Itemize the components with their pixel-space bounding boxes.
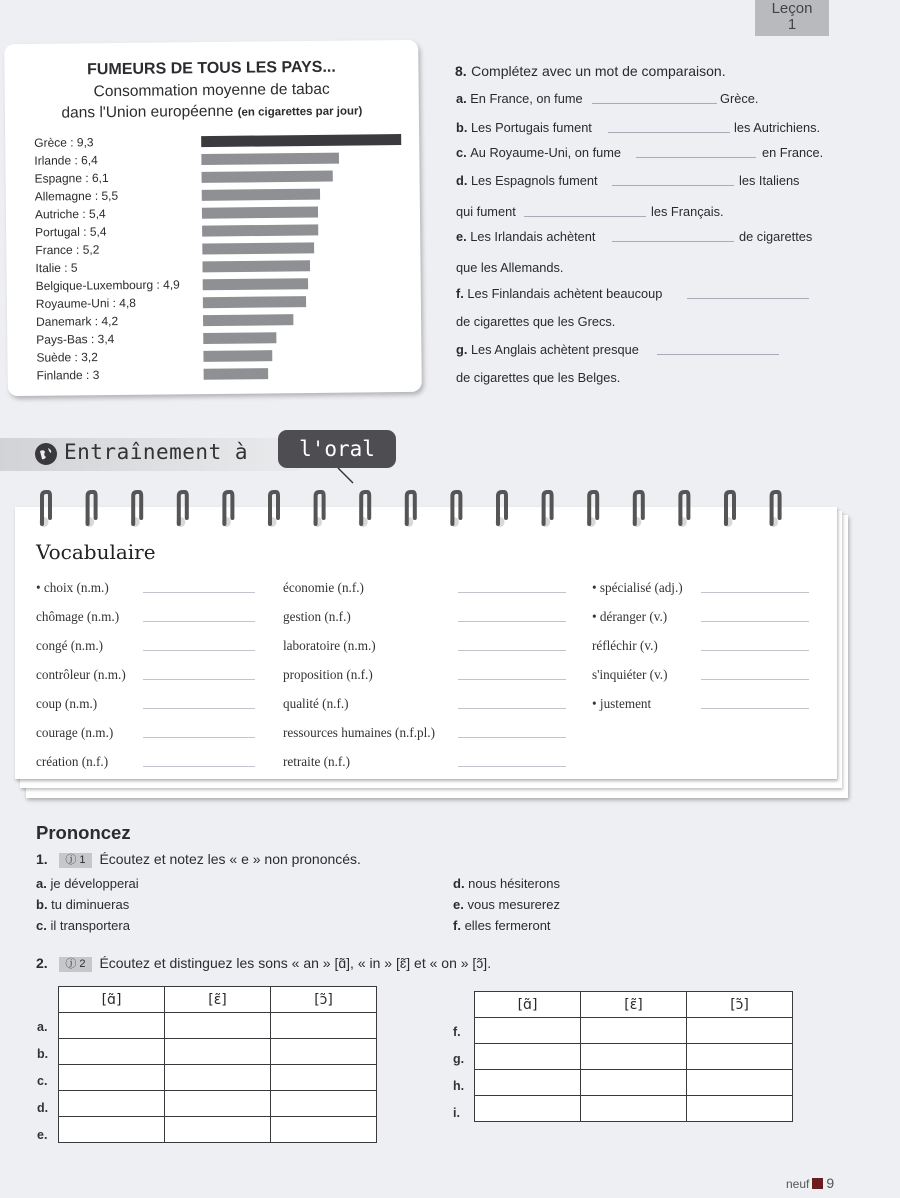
row-label: b.: [37, 1047, 49, 1061]
exercise-8-item: [456, 173, 598, 188]
exercise-8-item: [456, 204, 516, 219]
item-text: de cigarettes que les Grecs.: [456, 314, 616, 329]
ring: [678, 492, 689, 527]
table-row: [59, 1065, 377, 1091]
item-letter: c.: [36, 918, 51, 933]
ring: [450, 492, 461, 527]
audio-track-2[interactable]: ⓙ 2: [59, 957, 91, 972]
ring: [359, 492, 370, 527]
bar: [203, 278, 309, 290]
exercise-8-item: [456, 91, 583, 106]
answer-blank[interactable]: [636, 157, 756, 158]
ring: [724, 492, 735, 527]
bar-label: Autriche : 5,4: [34, 206, 106, 222]
vocab-word: proposition (n.f.): [283, 667, 373, 682]
answer-blank[interactable]: [524, 216, 646, 217]
bar: [202, 171, 333, 183]
bar: [201, 153, 339, 165]
exercise-8-heading: [455, 63, 726, 81]
speech-pointer: [336, 467, 356, 485]
answer-blank[interactable]: [608, 132, 730, 133]
item-text-after: de cigarettes: [739, 229, 813, 244]
vocab-word: • déranger (v.): [592, 609, 668, 624]
answer-cell[interactable]: [581, 1044, 687, 1070]
question-2-number: 2.: [36, 955, 48, 971]
exercise-8-item: [456, 120, 592, 135]
ring: [587, 492, 598, 527]
table-row: [59, 1013, 377, 1039]
chart-unit-note: (en cigarettes par jour): [237, 105, 363, 119]
vocab-word: retraite (n.f.): [283, 754, 350, 769]
bar: [202, 242, 314, 254]
item-letter: a.: [36, 876, 51, 891]
vocab-answer-line[interactable]: [143, 621, 255, 622]
sound-table: [474, 991, 793, 1122]
table-row: [475, 1070, 793, 1096]
bar-label: Espagne : 6,1: [34, 170, 109, 186]
vocab-word: réfléchir (v.): [592, 638, 658, 653]
vocab-word: laboratoire (n.m.): [283, 638, 376, 653]
item-text: En France, on fume: [470, 91, 583, 106]
row-label: h.: [453, 1079, 465, 1093]
exercise-8-item: [456, 145, 621, 160]
exercise-8-item: [456, 286, 662, 301]
row-label: f.: [453, 1025, 461, 1039]
globe-icon: [35, 443, 57, 465]
ring: [769, 492, 780, 527]
lesson-number: 1: [787, 16, 797, 33]
item-letter: b.: [456, 120, 471, 135]
item-letter: e.: [456, 229, 471, 244]
answer-cell[interactable]: [59, 1013, 165, 1039]
question-2: [36, 955, 491, 972]
vocab-answer-line[interactable]: [458, 650, 566, 651]
page-word: neuf: [786, 1177, 810, 1191]
answer-cell[interactable]: [581, 1096, 687, 1122]
item-text: tu diminueras: [51, 897, 130, 912]
vocab-word: courage (n.m.): [36, 725, 114, 740]
page-footer: [786, 1175, 834, 1191]
row-label: e.: [37, 1128, 48, 1142]
page-number: 9: [826, 1175, 835, 1191]
item-text: Au Royaume-Uni, on fume: [470, 145, 622, 160]
vocab-word: économie (n.f.): [283, 580, 364, 595]
vocab-word: création (n.f.): [36, 754, 109, 769]
vocab-answer-line[interactable]: [143, 679, 255, 680]
answer-cell[interactable]: [271, 1013, 377, 1039]
answer-cell[interactable]: [475, 1096, 581, 1122]
bar: [204, 368, 269, 380]
vocab-word: gestion (n.f.): [283, 609, 351, 624]
chart-subtitle-1: Consommation moyenne de tabac: [93, 80, 330, 101]
item-letter: f.: [456, 286, 468, 301]
pronunciation-title: Prononcez: [36, 822, 131, 843]
bar: [202, 189, 320, 201]
table-row: [475, 1096, 793, 1122]
table-row: [59, 1039, 377, 1065]
bar-label: Royaume-Uni : 4,8: [35, 295, 137, 311]
answer-cell[interactable]: [165, 1117, 271, 1143]
item-letter: g.: [456, 342, 471, 357]
bar: [203, 314, 293, 326]
answer-cell[interactable]: [475, 1044, 581, 1070]
ring: [313, 492, 324, 527]
answer-cell[interactable]: [59, 1065, 165, 1091]
item-letter: c.: [456, 145, 471, 160]
bar: [202, 206, 318, 218]
answer-cell[interactable]: [165, 1091, 271, 1117]
table-row: [475, 1044, 793, 1070]
ring: [85, 492, 96, 527]
item-text: il transportera: [50, 918, 130, 933]
smoking-chart-card: [4, 40, 422, 396]
vocab-answer-line[interactable]: [458, 708, 566, 709]
sound-table: [58, 986, 377, 1143]
bar-label: Irlande : 6,4: [34, 153, 98, 168]
vocab-answer-line[interactable]: [143, 708, 255, 709]
pronunciation-item: [36, 918, 130, 933]
item-letter: b.: [36, 897, 52, 912]
answer-cell[interactable]: [687, 1018, 793, 1044]
table-header: [ɛ̃]: [165, 987, 271, 1013]
vocab-answer-line[interactable]: [701, 679, 809, 680]
bar-label: Italie : 5: [35, 260, 78, 276]
item-text-after: les Italiens: [739, 173, 800, 188]
answer-blank[interactable]: [657, 354, 779, 355]
table-header: [ɑ̃]: [475, 992, 581, 1018]
vocab-answer-line[interactable]: [701, 650, 809, 651]
vocabulary-title: Vocabulaire: [36, 540, 156, 564]
row-label: a.: [37, 1020, 48, 1034]
answer-cell[interactable]: [475, 1018, 581, 1044]
table-header: [ɔ̃]: [271, 987, 377, 1013]
bar: [203, 350, 272, 362]
vocab-answer-line[interactable]: [701, 708, 809, 709]
answer-cell[interactable]: [165, 1039, 271, 1065]
ring: [632, 492, 643, 527]
exercise-8-item: [456, 342, 639, 357]
table-header: [ɛ̃]: [581, 992, 687, 1018]
exercise-8-item: [456, 314, 615, 329]
answer-blank[interactable]: [687, 298, 809, 299]
table-header: [ɔ̃]: [687, 992, 793, 1018]
vocab-answer-line[interactable]: [701, 592, 809, 593]
answer-cell[interactable]: [581, 1070, 687, 1096]
chart-subtitle-2: dans l'Union européenne: [61, 102, 234, 122]
answer-cell[interactable]: [271, 1117, 377, 1143]
pronunciation-item: [453, 897, 560, 912]
exercise-8-item: [456, 260, 563, 275]
vocab-answer-line[interactable]: [143, 650, 255, 651]
chart-title: FUMEURS DE TOUS LES PAYS...: [87, 58, 336, 79]
ring: [496, 492, 507, 527]
vocab-word: • choix (n.m.): [36, 580, 109, 595]
table-row: [59, 1091, 377, 1117]
pronunciation-item: [36, 897, 129, 912]
bar-label: Grèce : 9,3: [34, 135, 94, 150]
bar-label: Portugal : 5,4: [35, 224, 107, 240]
exercise-8-instruction: Complétez avec un mot de comparaison.: [471, 63, 726, 79]
vocab-word: ressources humaines (n.f.pl.): [283, 725, 435, 740]
answer-blank[interactable]: [592, 103, 717, 104]
question-1-number: 1.: [36, 851, 48, 867]
ring: [404, 492, 415, 527]
oral-banner-highlight: l'oral: [278, 430, 396, 468]
exercise-8-item: [456, 229, 595, 244]
audio-track-2-number: 2: [79, 958, 86, 970]
answer-cell[interactable]: [687, 1096, 793, 1122]
bar: [201, 134, 401, 147]
ring: [131, 492, 142, 527]
pronunciation-item: [453, 876, 560, 891]
item-text: que les Allemands.: [456, 260, 564, 275]
row-label: c.: [37, 1074, 48, 1088]
question-1: [36, 851, 361, 868]
vocab-answer-line[interactable]: [701, 621, 809, 622]
item-text-after: en France.: [762, 145, 824, 160]
item-letter: d.: [456, 173, 471, 188]
vocab-answer-line[interactable]: [458, 679, 566, 680]
vocab-word: congé (n.m.): [36, 638, 104, 653]
vocab-word: contrôleur (n.m.): [36, 667, 126, 682]
vocab-word: • spécialisé (adj.): [592, 580, 683, 595]
item-text: de cigarettes que les Belges.: [456, 370, 621, 385]
bar: [203, 332, 276, 344]
vocab-answer-line[interactable]: [458, 766, 566, 767]
item-text-after: Grèce.: [720, 91, 759, 106]
item-text: Les Portugais fument: [470, 120, 592, 135]
vocab-word: qualité (n.f.): [283, 696, 349, 711]
vocab-answer-line[interactable]: [143, 766, 255, 767]
item-text: je développerai: [50, 876, 139, 891]
page-marker-icon: [812, 1178, 823, 1189]
bar-label: Danemark : 4,2: [36, 313, 119, 329]
table-row: [59, 1117, 377, 1143]
vocab-word: s'inquiéter (v.): [592, 667, 668, 682]
pronunciation-item: [453, 918, 551, 933]
bar-label: Pays-Bas : 3,4: [36, 331, 115, 347]
bar-chart: [4, 40, 422, 396]
answer-cell[interactable]: [271, 1065, 377, 1091]
ring: [268, 492, 279, 527]
bar-label: Suède : 3,2: [36, 350, 98, 365]
vocab-word: chômage (n.m.): [36, 609, 120, 624]
vocab-answer-line[interactable]: [143, 737, 255, 738]
item-letter: d.: [453, 876, 469, 891]
row-label: d.: [37, 1101, 49, 1115]
answer-cell[interactable]: [271, 1091, 377, 1117]
ring: [176, 492, 187, 527]
bar: [202, 224, 318, 236]
answer-cell[interactable]: [687, 1070, 793, 1096]
answer-cell[interactable]: [271, 1039, 377, 1065]
answer-blank[interactable]: [612, 241, 734, 242]
item-text: Les Finlandais achètent beaucoup: [467, 286, 663, 301]
bar-label: Belgique-Luxembourg : 4,9: [35, 277, 180, 294]
row-label: i.: [453, 1106, 460, 1120]
table-header: [ɑ̃]: [59, 987, 165, 1013]
vocab-answer-line[interactable]: [458, 737, 566, 738]
vocab-word: • justement: [592, 696, 652, 711]
vocab-answer-line[interactable]: [458, 621, 566, 622]
bar-label: Finlande : 3: [36, 367, 100, 383]
item-letter: f.: [453, 918, 465, 933]
item-text: Les Espagnols fument: [470, 173, 598, 188]
bar-label: France : 5,2: [35, 242, 100, 258]
audio-track-1-number: 1: [79, 854, 86, 866]
vocab-answer-line[interactable]: [143, 592, 255, 593]
question-1-text: Écoutez et notez les « e » non prononcés.: [99, 851, 361, 867]
bar: [203, 296, 306, 308]
exercise-8-item: [456, 370, 620, 385]
item-letter: e.: [453, 897, 468, 912]
question-2-text: Écoutez et distinguez les sons « an » [ɑ̃], « in » [ɛ̃] et « on » [ɔ̃].: [99, 955, 492, 971]
ring: [40, 492, 51, 527]
answer-cell[interactable]: [581, 1018, 687, 1044]
item-text-after: les Autrichiens.: [734, 120, 821, 135]
vocab-word: coup (n.m.): [36, 696, 98, 711]
answer-cell[interactable]: [475, 1070, 581, 1096]
bar: [202, 260, 310, 272]
ring: [541, 492, 552, 527]
item-text: vous mesurerez: [467, 897, 560, 912]
vocab-answer-line[interactable]: [458, 592, 566, 593]
lesson-tab: [755, 0, 829, 36]
answer-blank[interactable]: [612, 185, 734, 186]
ring: [222, 492, 233, 527]
item-text: nous hésiterons: [468, 876, 560, 891]
answer-cell[interactable]: [59, 1117, 165, 1143]
spiral-binding: [0, 488, 900, 532]
answer-cell[interactable]: [165, 1013, 271, 1039]
audio-track-1[interactable]: ⓙ 1: [59, 853, 91, 868]
item-text: Les Anglais achètent presque: [470, 342, 639, 357]
bar-label: Allemagne : 5,5: [34, 188, 119, 204]
item-text: qui fument: [456, 204, 516, 219]
item-text: elles fermeront: [464, 918, 551, 933]
exercise-8-number: 8.: [455, 63, 467, 79]
item-text: Les Irlandais achètent: [470, 229, 596, 244]
item-text-after: les Français.: [651, 204, 724, 219]
answer-cell[interactable]: [687, 1044, 793, 1070]
table-row: [475, 1018, 793, 1044]
lesson-label: Leçon: [771, 0, 813, 17]
answer-cell[interactable]: [59, 1039, 165, 1065]
answer-cell[interactable]: [59, 1091, 165, 1117]
oral-banner-prefix: Entraînement à: [64, 440, 249, 464]
row-label: g.: [453, 1052, 465, 1066]
item-letter: a.: [456, 91, 471, 106]
answer-cell[interactable]: [165, 1065, 271, 1091]
pronunciation-item: [36, 876, 139, 891]
